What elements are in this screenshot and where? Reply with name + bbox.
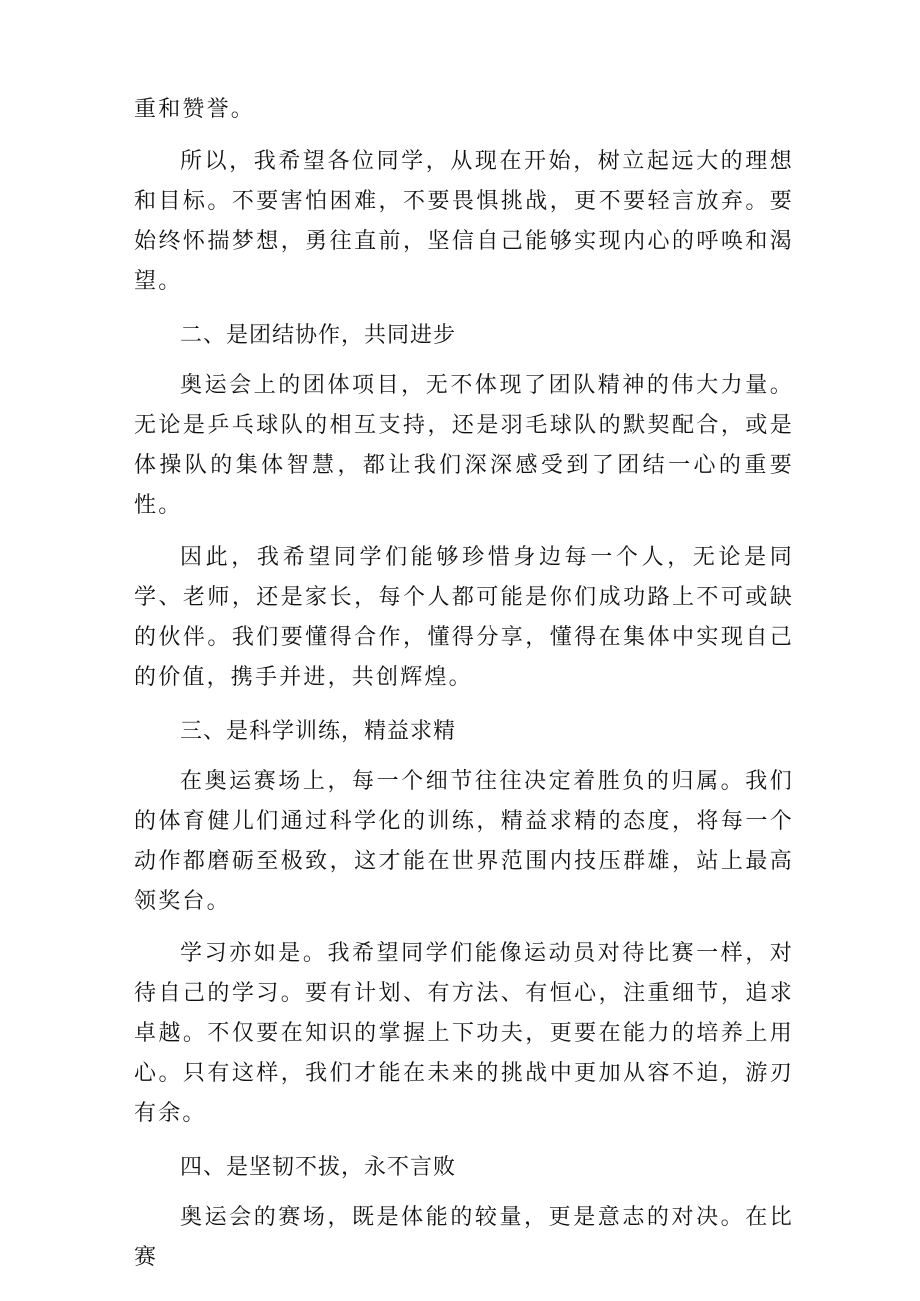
paragraph-3-1: 在奥运赛场上，每一个细节往往决定着胜负的归属。我们的体育健儿们通过科学化的训练，精益求精的态度，将每一个动作都磨砺至极致，这才能在世界范围内技压群雄，站上最高领奖台。	[134, 769, 794, 914]
section-heading-2: 二、是团结协作，共同进步	[180, 323, 457, 348]
paragraph-4-1: 奥运会的赛场，既是体能的较量，更是意志的对决。在比赛	[134, 1205, 794, 1270]
section-heading-4: 四、是坚韧不拔，永不言败	[180, 1155, 457, 1180]
paragraph-2-1: 奥运会上的团体项目，无不体现了团队精神的伟大力量。无论是乒乓球队的相互支持，还是羽毛球队的默契配合，或是体操队的集体智慧，都让我们深深感受到了团结一心的重要性。	[134, 373, 794, 518]
document-body	[134, 90, 794, 1278]
paragraph-intro: 所以，我希望各位同学，从现在开始，树立起远大的理想和目标。不要害怕困难，不要畏惧挑战，更不要轻言放弃。要始终怀揣梦想，勇往直前，坚信自己能够实现内心的呼唤和渴望。	[134, 149, 794, 294]
section-heading-3: 三、是科学训练，精益求精	[180, 719, 457, 744]
paragraph-2-2: 因此，我希望同学们能够珍惜身边每一个人，无论是同学、老师，还是家长，每个人都可能是你们成功路上不可或缺的伙伴。我们要懂得合作，懂得分享，懂得在集体中实现自己的价值，携手并进，共创辉煌。	[134, 545, 794, 690]
paragraph-intro-tail: 重和赞誉。	[134, 97, 256, 122]
paragraph-3-2: 学习亦如是。我希望同学们能像运动员对待比赛一样，对待自己的学习。要有计划、有方法、有恒心，注重细节，追求卓越。不仅要在知识的掌握上下功夫，更要在能力的培养上用心。只有这样，我们才能在未来的挑战中更加从容不迫，游刃有余。	[134, 941, 794, 1126]
